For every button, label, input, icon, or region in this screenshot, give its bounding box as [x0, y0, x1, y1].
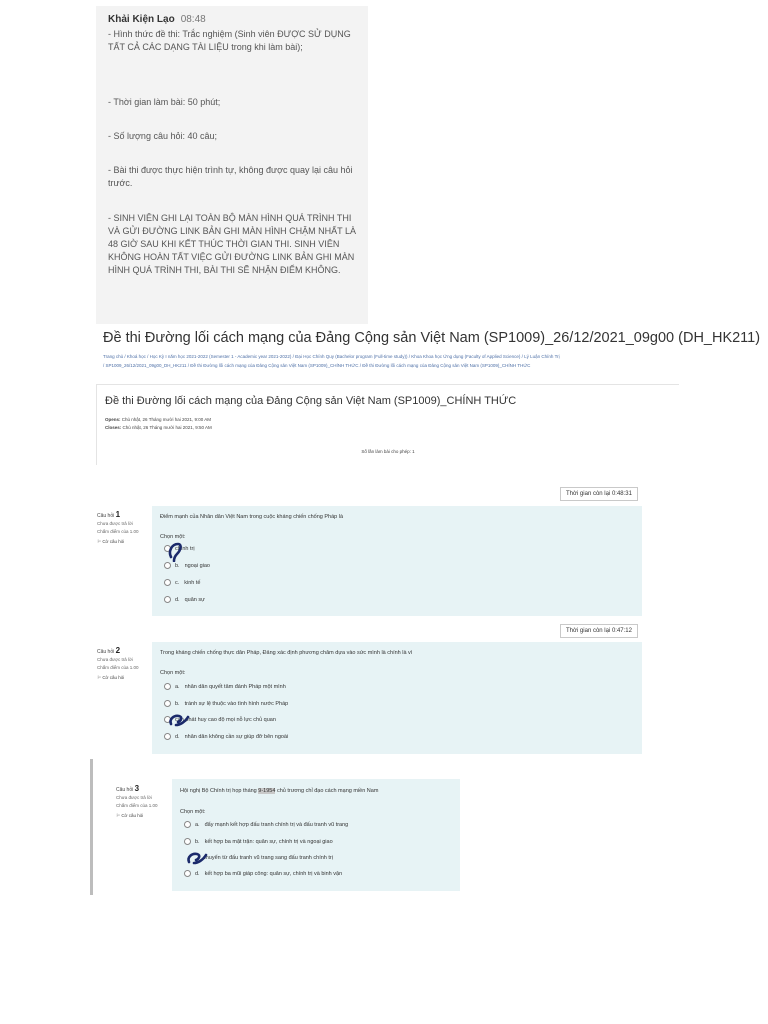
timer: Thời gian còn lại 0:48:31: [560, 487, 638, 501]
page-title: Đề thi Đường lối cách mạng của Đảng Cộng sản Việt Nam (SP1009)_26/12/2021_09g00 (DH_HK211): [103, 330, 761, 346]
option-letter: d.: [175, 597, 180, 603]
pen-mark-icon: [168, 712, 190, 728]
question-text: Trong kháng chiến chống thực dân Pháp, Đảng xác định phương châm dựa vào sức mình là chính là vì: [160, 650, 413, 656]
option-letter: b.: [195, 839, 200, 845]
question-number: 1: [115, 510, 121, 519]
radio-button[interactable]: [184, 821, 191, 828]
flag-label: Cờ câu hỏi: [102, 539, 125, 544]
radio-button[interactable]: [184, 838, 191, 845]
chat-message: [96, 6, 368, 324]
question-box: [152, 642, 642, 754]
question-info: [97, 646, 147, 681]
quiz-opens: [105, 417, 211, 422]
highlighted-text: 9-1954: [258, 788, 276, 794]
answer-option[interactable]: [164, 699, 288, 709]
chat-line: - Số lượng câu hỏi: 40 câu;: [108, 131, 217, 141]
chat-line: - Bài thi được thực hiện trình tự, không được quay lại câu hỏi trước.: [108, 165, 353, 188]
chat-header: [108, 14, 206, 25]
flag-icon: ⚐: [116, 813, 121, 818]
radio-button[interactable]: [164, 700, 171, 707]
question-status: Chưa được trả lời: [97, 657, 133, 662]
pen-mark-icon: [186, 850, 208, 866]
quiz-closes: [105, 425, 212, 430]
question-number: 3: [134, 784, 140, 793]
option-text: quân sự: [184, 597, 205, 603]
answer-option[interactable]: [164, 595, 205, 605]
option-letter: d.: [175, 734, 180, 740]
flag-label: Cờ câu hỏi: [102, 675, 125, 680]
chat-line: - SINH VIÊN GHI LẠI TOÀN BỘ MÀN HÌNH QUÁ TRÌNH THI VÀ GỬI ĐƯỜNG LINK BẢN GHI MÀN HÌNH CHẬM NHẤT LÀ 48 GIỜ SAU KHI KẾT THÚC THỜI GIAN THI. SINH VIÊN KHÔNG HOÀN TẤT VIỆC GỬI ĐƯỜNG LINK BẢN GHI MÀN HÌNH QUÁ TRÌNH THI, BÀI THI SẼ NHẬN ĐIỂM KHÔNG.: [108, 213, 356, 275]
option-letter: b.: [175, 701, 180, 707]
radio-button[interactable]: [164, 579, 171, 586]
question-mark: Chấm điểm của 1.00: [97, 665, 139, 670]
radio-button[interactable]: [164, 683, 171, 690]
option-text: kết hợp ba mũi giáp công: quân sự, chính trị và binh vận: [204, 871, 343, 877]
flag-question[interactable]: [97, 675, 147, 681]
option-letter: a.: [175, 684, 180, 690]
option-text: chính trị: [175, 546, 195, 552]
question-label: Câu hỏi: [97, 649, 115, 655]
opens-value: Chủ nhật, 26 Tháng mười hai 2021, 9:00 AM: [121, 417, 211, 422]
radio-button[interactable]: [164, 596, 171, 603]
pen-mark-icon: [166, 540, 186, 562]
option-letter: a.: [195, 822, 200, 828]
chat-sender: Khải Kiện Lạo: [108, 14, 175, 25]
question-text: Điểm mạnh của Nhân dân Việt Nam trong cuộc kháng chiến chống Pháp là: [160, 514, 344, 520]
option-letter: b.: [175, 563, 180, 569]
chat-line: - Thời gian làm bài: 50 phút;: [108, 97, 221, 107]
choose-one-label: Chọn một:: [160, 670, 186, 676]
divider: [90, 759, 93, 895]
option-text: chuyển từ đấu tranh vũ trang sang đấu tranh chính trị: [203, 855, 333, 861]
answer-option[interactable]: [184, 869, 342, 879]
radio-button[interactable]: [184, 870, 191, 877]
question-text-part: Hội nghị Bộ Chính trị họp tháng: [180, 788, 259, 794]
question-box: [152, 506, 642, 616]
answer-option[interactable]: [184, 820, 348, 830]
option-letter: c.: [175, 580, 180, 586]
option-text: nhân dân quyết tâm đánh Pháp một mình: [184, 684, 286, 690]
option-text: đẩy mạnh kết hợp đấu tranh chính trị và đấu tranh vũ trang: [204, 822, 349, 828]
quiz-info-panel: [96, 384, 679, 465]
answer-option[interactable]: [184, 837, 333, 847]
choose-one-label: Chọn một:: [180, 809, 206, 815]
option-text: cần phát huy cao độ mọi nỗ lực chủ quan: [175, 717, 276, 723]
question-info: [97, 510, 147, 545]
question-label: Câu hỏi: [116, 787, 134, 793]
question-mark: Chấm điểm của 1.00: [97, 529, 139, 534]
flag-question[interactable]: [116, 813, 166, 819]
question-box: [172, 779, 460, 891]
radio-button[interactable]: [164, 733, 171, 740]
closes-label: Closes:: [105, 425, 122, 430]
option-text: ngoại giao: [184, 563, 210, 569]
attempts-allowed: Số lần làm bài cho phép: 1: [361, 449, 415, 454]
flag-icon: ⚐: [97, 675, 102, 680]
question-text-part: chủ trương chỉ đạo cách mạng miền Nam: [275, 788, 379, 794]
answer-option[interactable]: [164, 682, 286, 692]
question-status: Chưa được trả lời: [116, 795, 152, 800]
flag-label: Cờ câu hỏi: [121, 813, 144, 818]
choose-one-label: Chọn một:: [160, 534, 186, 540]
answer-option[interactable]: [164, 561, 210, 571]
question-mark: Chấm điểm của 1.00: [116, 803, 158, 808]
question-info: [116, 784, 166, 819]
timer: Thời gian còn lại 0:47:12: [560, 624, 638, 638]
opens-label: Opens:: [105, 417, 121, 422]
question-label: Câu hỏi: [97, 513, 115, 519]
answer-option[interactable]: [164, 578, 201, 588]
breadcrumb[interactable]: Trang chủ / Khoá học / Học Kỳ I năm học 2021-2022 (Semester 1 - Academic year 2021-2022) / Đại Học Chính Quy (Bachelor program (Full-time study)) / Khoa Khoa học Ứng dụng (Faculty of Applied Science) / Lý Luận Chính Trị: [103, 354, 560, 359]
question-text: [180, 788, 378, 794]
flag-icon: ⚐: [97, 539, 102, 544]
flag-question[interactable]: [97, 539, 147, 545]
quiz-title: Đề thi Đường lối cách mạng của Đảng Cộng sản Việt Nam (SP1009)_CHÍNH THỨC: [105, 395, 517, 407]
closes-value: Chủ nhật, 26 Tháng mười hai 2021, 9:50 AM: [122, 425, 212, 430]
radio-button[interactable]: [164, 562, 171, 569]
option-text: tránh sự lệ thuộc vào tình hình nước Pháp: [184, 701, 289, 707]
chat-line: - Hình thức đề thi: Trắc nghiệm (Sinh viên ĐƯỢC SỬ DỤNG TẤT CẢ CÁC DẠNG TÀI LIỆU trong khi làm bài);: [108, 29, 351, 52]
option-text: nhân dân không cần sự giúp đỡ bên ngoài: [184, 734, 289, 740]
chat-time: 08:48: [180, 14, 206, 25]
option-text: kinh tế: [184, 580, 201, 586]
question-number: 2: [115, 646, 121, 655]
option-letter: d.: [195, 871, 200, 877]
option-text: kết hợp ba mặt trận: quân sự, chính trị và ngoại giao: [204, 839, 333, 845]
answer-option[interactable]: [164, 732, 288, 742]
question-status: Chưa được trả lời: [97, 521, 133, 526]
breadcrumb[interactable]: / SP1009_26/12/2021_09g00_DH_HK211 / Đề thi Đường lối cách mạng của Đảng Cộng sản Việt Nam (SP1009)_CHÍNH THỨC / Đề thi Đường lối cách mạng của Đảng Cộng sản Việt Nam (SP1009)_CHÍNH THỨC: [103, 363, 531, 368]
